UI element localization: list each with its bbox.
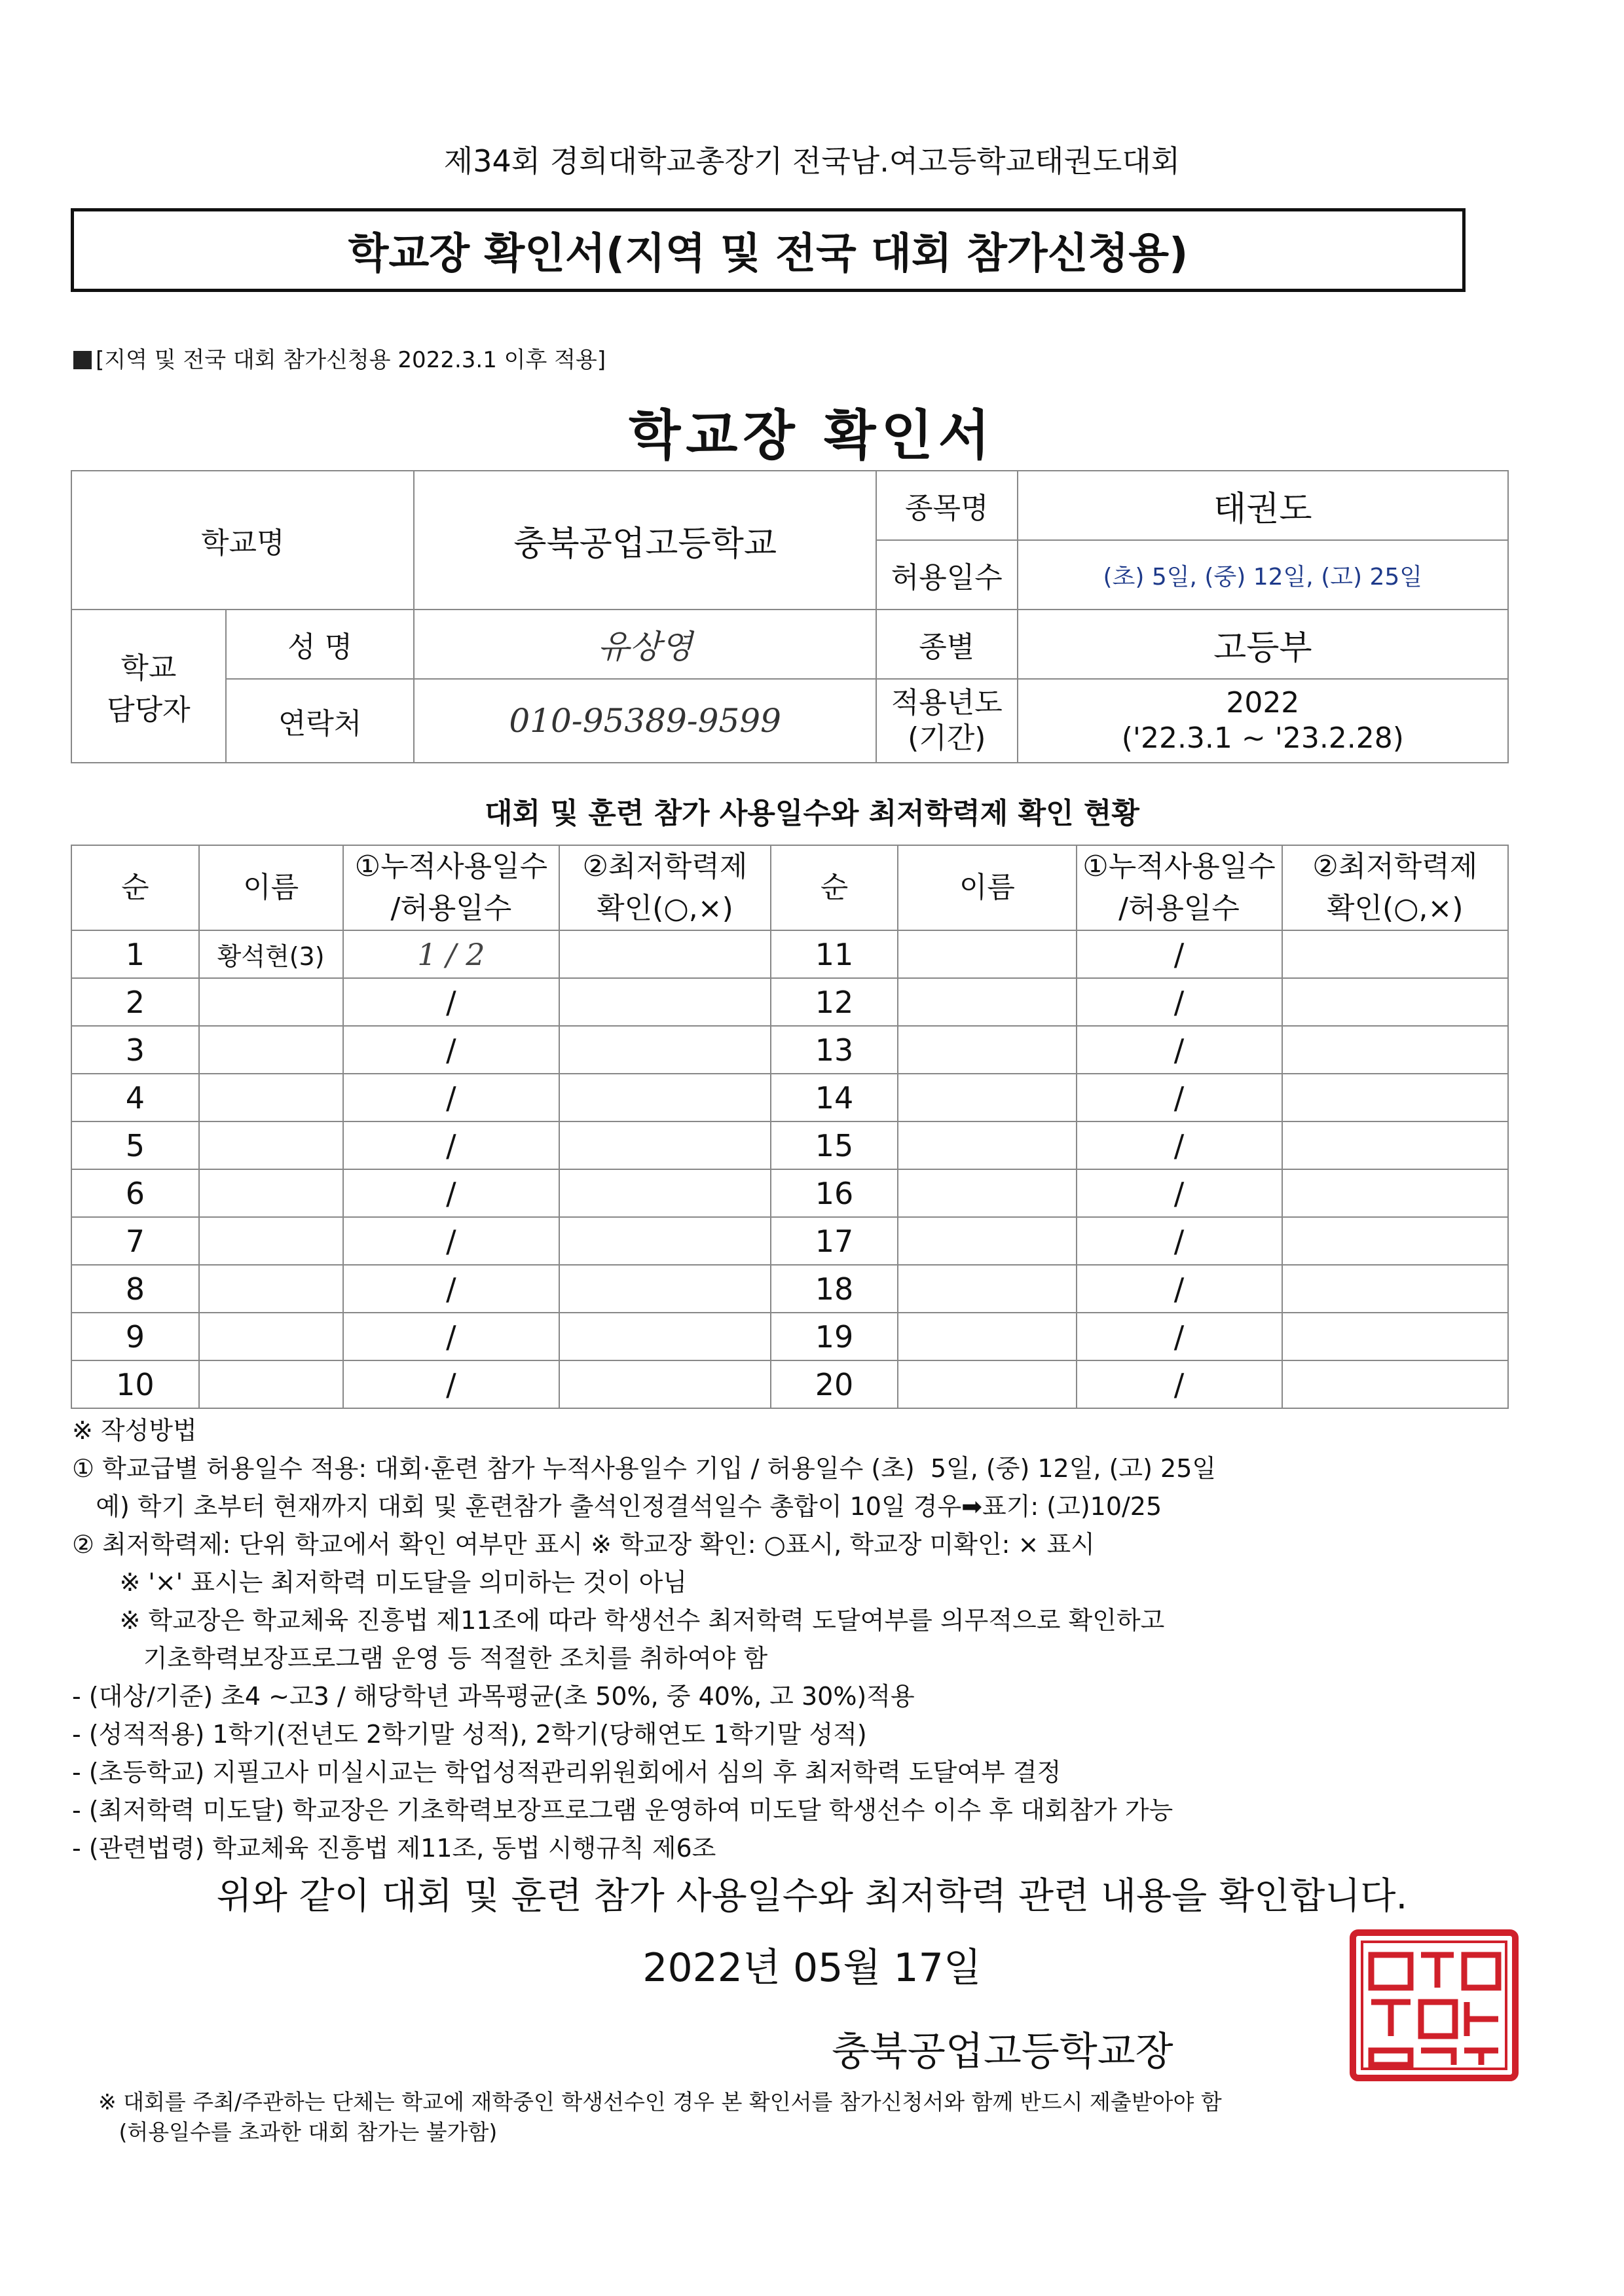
- event-title: 제34회 경희대학교총장기 전국남.여고등학교태권도대회: [443, 143, 1181, 179]
- no-cell: 13: [771, 1026, 898, 1074]
- school-value: 충북공업고등학교: [414, 471, 876, 610]
- division-value: 고등부: [1018, 610, 1508, 679]
- table-row: [71, 1360, 1508, 1408]
- table-row: [71, 978, 1508, 1026]
- school-label: 학교명: [71, 471, 414, 610]
- check-cell: [559, 1074, 770, 1121]
- days-cell: /: [343, 1169, 560, 1217]
- days-cell: /: [343, 978, 560, 1026]
- square-bullet-icon: [73, 351, 92, 369]
- no-cell: 15: [771, 1121, 898, 1169]
- days-cell: /: [1077, 1313, 1282, 1360]
- no-cell: 19: [771, 1313, 898, 1360]
- days-cell: /: [1077, 1121, 1282, 1169]
- writing-instructions: [72, 1412, 1539, 1867]
- allowed-label: 허용일수: [876, 540, 1018, 610]
- days-cell: 1 / 2: [343, 930, 560, 978]
- no-cell: 11: [771, 930, 898, 978]
- instruction-line: - (성적적용) 1학기(전년도 2학기말 성적), 2학기(당해연도 1학기말 성적): [72, 1720, 867, 1749]
- name-cell: [199, 1169, 343, 1217]
- check-cell: [1282, 1265, 1508, 1313]
- name-cell: [898, 1026, 1076, 1074]
- days-cell: /: [343, 1313, 560, 1360]
- top-note-text: [지역 및 전국 대회 참가신청용 2022.3.1 이후 적용]: [96, 347, 606, 373]
- name-cell: 황석현(3): [199, 930, 343, 978]
- no-cell: 17: [771, 1217, 898, 1265]
- days-cell: /: [1077, 978, 1282, 1026]
- no-cell: 2: [71, 978, 199, 1026]
- no-cell: 18: [771, 1265, 898, 1313]
- no-cell: 1: [71, 930, 199, 978]
- footnote-line: (허용일수를 초과한 대회 참가는 불가함): [98, 2119, 498, 2145]
- table-row: [71, 1074, 1508, 1121]
- check-cell: [1282, 1074, 1508, 1121]
- check-cell: [1282, 978, 1508, 1026]
- table-row: [71, 1121, 1508, 1169]
- check-cell: [1282, 1026, 1508, 1074]
- name-cell: [898, 1360, 1076, 1408]
- col-days: ①누적사용일수 /허용일수: [343, 845, 560, 930]
- days-cell: /: [1077, 1265, 1282, 1313]
- check-cell: [559, 1026, 770, 1074]
- no-cell: 20: [771, 1360, 898, 1408]
- check-cell: [1282, 1360, 1508, 1408]
- days-cell: /: [343, 1121, 560, 1169]
- no-cell: 12: [771, 978, 898, 1026]
- school-seal-icon: [1349, 1929, 1519, 2082]
- year-value: 2022 ('22.3.1 ~ '23.2.28): [1018, 679, 1508, 763]
- footnote: [98, 2087, 1604, 2147]
- check-cell: [1282, 1313, 1508, 1360]
- manager-label: 학교 담당자: [71, 610, 226, 763]
- days-cell: /: [343, 1026, 560, 1074]
- contact-label: 연락처: [226, 679, 415, 763]
- col-no: 순: [771, 845, 898, 930]
- instruction-line: - (대상/기준) 초4 ~고3 / 해당학년 과목평균(초 50%, 중 40%, 고 30%)적용: [72, 1682, 915, 1711]
- check-cell: [559, 1121, 770, 1169]
- no-cell: 4: [71, 1074, 199, 1121]
- year-label: 적용년도 (기간): [876, 679, 1018, 763]
- principal-signature: 충북공업고등학교장: [832, 2029, 1173, 2075]
- instruction-line: 예) 학기 초부터 현재까지 대회 및 훈련참가 출석인정결석일수 총합이 10일 경우➡표기: (고)10/25: [72, 1492, 1162, 1521]
- document-title: 학교장 확인서: [629, 405, 995, 467]
- instruction-line: ① 학교급별 허용일수 적용: 대회·훈련 참가 누적사용일수 기입 / 허용일수 (초) 5일, (중) 12일, (고) 25일: [72, 1454, 1217, 1483]
- name-cell: [199, 1074, 343, 1121]
- instruction-line: - (관련법령) 학교체육 진흥법 제11조, 동법 시행규칙 제6조: [72, 1834, 716, 1863]
- sport-value: 태권도: [1018, 471, 1508, 540]
- footnote-line: ※ 대회를 주최/주관하는 단체는 학교에 재학중인 학생선수인 경우 본 확인서를 참가신청서와 함께 반드시 제출받아야 함: [98, 2089, 1222, 2115]
- check-cell: [559, 978, 770, 1026]
- name-cell: [898, 1313, 1076, 1360]
- name-cell: [898, 1169, 1076, 1217]
- instruction-line: - (최저학력 미도달) 학교장은 기초학력보장프로그램 운영하여 미도달 학생선수 이수 후 대회참가 가능: [72, 1796, 1173, 1825]
- name-label: 성 명: [226, 610, 415, 679]
- check-cell: [559, 1265, 770, 1313]
- name-cell: [898, 978, 1076, 1026]
- name-cell: [898, 1121, 1076, 1169]
- table-row: [71, 1169, 1508, 1217]
- no-cell: 3: [71, 1026, 199, 1074]
- check-cell: [1282, 1121, 1508, 1169]
- days-cell: /: [1077, 1169, 1282, 1217]
- check-cell: [1282, 930, 1508, 978]
- sport-label: 종목명: [876, 471, 1018, 540]
- col-check: ②최저학력제 확인(○,×): [1282, 845, 1508, 930]
- participant-table: [71, 845, 1509, 1409]
- col-name: 이름: [898, 845, 1076, 930]
- check-cell: [559, 1169, 770, 1217]
- name-cell: [199, 978, 343, 1026]
- table-row: [71, 1313, 1508, 1360]
- name-value: 유상영: [414, 610, 876, 679]
- check-cell: [559, 1313, 770, 1360]
- instruction-line: ※ 학교장은 학교체육 진흥법 제11조에 따라 학생선수 최저학력 도달여부를 의무적으로 확인하고: [72, 1606, 1165, 1635]
- confirmation-statement: 위와 같이 대회 및 훈련 참가 사용일수와 최저학력 관련 내용을 확인합니다.: [216, 1875, 1408, 1918]
- no-cell: 6: [71, 1169, 199, 1217]
- check-cell: [559, 1360, 770, 1408]
- instruction-line: 기초학력보장프로그램 운영 등 적절한 조치를 취하여야 함: [72, 1644, 768, 1673]
- banner-title: 학교장 확인서(지역 및 전국 대회 참가신청용): [71, 208, 1466, 292]
- col-no: 순: [71, 845, 199, 930]
- name-cell: [898, 1265, 1076, 1313]
- no-cell: 10: [71, 1360, 199, 1408]
- days-cell: /: [343, 1074, 560, 1121]
- table-row: [71, 1026, 1508, 1074]
- check-cell: [559, 930, 770, 978]
- days-cell: /: [1077, 1074, 1282, 1121]
- section-title: 대회 및 훈련 참가 사용일수와 최저학력제 확인 현황: [485, 797, 1139, 830]
- info-table: [71, 470, 1509, 763]
- table-row: [71, 1217, 1508, 1265]
- col-days: ①누적사용일수 /허용일수: [1077, 845, 1282, 930]
- days-cell: /: [1077, 1026, 1282, 1074]
- table-row: [71, 1265, 1508, 1313]
- issue-date: 2022년 05월 17일: [642, 1945, 982, 1991]
- name-cell: [199, 1121, 343, 1169]
- name-cell: [898, 930, 1076, 978]
- name-cell: [199, 1360, 343, 1408]
- no-cell: 8: [71, 1265, 199, 1313]
- name-cell: [199, 1026, 343, 1074]
- days-cell: /: [1077, 1217, 1282, 1265]
- col-name: 이름: [199, 845, 343, 930]
- instruction-line: ※ '×' 표시는 최저학력 미도달을 의미하는 것이 아님: [72, 1568, 688, 1597]
- check-cell: [1282, 1217, 1508, 1265]
- name-cell: [199, 1217, 343, 1265]
- no-cell: 9: [71, 1313, 199, 1360]
- days-cell: /: [1077, 1360, 1282, 1408]
- no-cell: 5: [71, 1121, 199, 1169]
- no-cell: 14: [771, 1074, 898, 1121]
- name-cell: [199, 1313, 343, 1360]
- instruction-line: - (초등학교) 지필고사 미실시교는 학업성적관리위원회에서 심의 후 최저학력 도달여부 결정: [72, 1758, 1061, 1787]
- no-cell: 7: [71, 1217, 199, 1265]
- days-cell: /: [343, 1360, 560, 1408]
- name-cell: [898, 1217, 1076, 1265]
- contact-value: 010-95389-9599: [414, 679, 876, 763]
- division-label: 종별: [876, 610, 1018, 679]
- days-cell: /: [343, 1217, 560, 1265]
- instruction-line: ※ 작성방법: [72, 1416, 197, 1445]
- instruction-line: ② 최저학력제: 단위 학교에서 확인 여부만 표시 ※ 학교장 확인: ○표시, 학교장 미확인: × 표시: [72, 1530, 1095, 1559]
- name-cell: [898, 1074, 1076, 1121]
- col-check: ②최저학력제 확인(○,×): [559, 845, 770, 930]
- days-cell: /: [343, 1265, 560, 1313]
- days-cell: /: [1077, 930, 1282, 978]
- allowed-value: (초) 5일, (중) 12일, (고) 25일: [1018, 540, 1508, 610]
- check-cell: [1282, 1169, 1508, 1217]
- table-row: [71, 930, 1508, 978]
- no-cell: 16: [771, 1169, 898, 1217]
- top-note: [73, 342, 606, 374]
- check-cell: [559, 1217, 770, 1265]
- name-cell: [199, 1265, 343, 1313]
